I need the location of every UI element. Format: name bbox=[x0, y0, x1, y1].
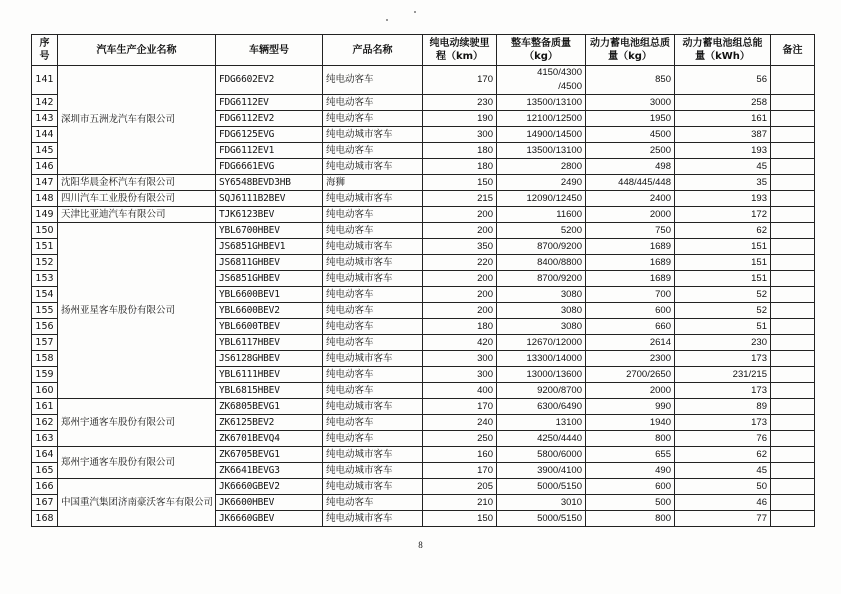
cell-battery-mass: 1940 bbox=[586, 415, 675, 431]
cell-model: YBL6600BEV2 bbox=[216, 303, 323, 319]
cell-seq: 149 bbox=[32, 207, 58, 223]
cell-seq: 164 bbox=[32, 447, 58, 463]
cell-battery-energy: 387 bbox=[675, 127, 771, 143]
cell-battery-mass: 500 bbox=[586, 495, 675, 511]
cell-company: 四川汽车工业股份有限公司 bbox=[58, 191, 216, 207]
cell-range: 300 bbox=[423, 351, 497, 367]
cell-model: JK6600HBEV bbox=[216, 495, 323, 511]
table-row bbox=[32, 223, 815, 239]
cell-mass: 13500/13100 bbox=[497, 143, 586, 159]
cell-battery-mass: 4500 bbox=[586, 127, 675, 143]
cell-mass: 9200/8700 bbox=[497, 383, 586, 399]
cell-model: FDG6602EV2 bbox=[216, 66, 323, 95]
header-battery-mass: 动力蓄电池组总质量（kg） bbox=[586, 35, 675, 66]
cell-product: 纯电动城市客车 bbox=[323, 239, 423, 255]
cell-product: 纯电动城市客车 bbox=[323, 511, 423, 527]
cell-seq: 150 bbox=[32, 223, 58, 239]
cell-company: 郑州宇通客车股份有限公司 bbox=[58, 399, 216, 447]
cell-note bbox=[771, 511, 815, 527]
cell-battery-mass: 700 bbox=[586, 287, 675, 303]
cell-seq: 160 bbox=[32, 383, 58, 399]
cell-battery-energy: 46 bbox=[675, 495, 771, 511]
cell-mass: 3080 bbox=[497, 303, 586, 319]
cell-note bbox=[771, 159, 815, 175]
cell-range: 160 bbox=[423, 447, 497, 463]
cell-battery-mass: 2000 bbox=[586, 207, 675, 223]
table-row bbox=[32, 447, 815, 463]
cell-model: ZK6641BEVG3 bbox=[216, 463, 323, 479]
cell-mass: 5200 bbox=[497, 223, 586, 239]
header-company: 汽车生产企业名称 bbox=[58, 35, 216, 66]
cell-range: 190 bbox=[423, 111, 497, 127]
cell-range: 400 bbox=[423, 383, 497, 399]
cell-product: 纯电动客车 bbox=[323, 207, 423, 223]
cell-battery-mass: 1689 bbox=[586, 271, 675, 287]
cell-battery-energy: 52 bbox=[675, 303, 771, 319]
cell-seq: 152 bbox=[32, 255, 58, 271]
cell-battery-energy: 56 bbox=[675, 66, 771, 95]
header-row bbox=[32, 35, 815, 66]
cell-mass: 6300/6490 bbox=[497, 399, 586, 415]
table-row bbox=[32, 66, 815, 95]
cell-product: 纯电动城市客车 bbox=[323, 255, 423, 271]
cell-product: 海狮 bbox=[323, 175, 423, 191]
cell-note bbox=[771, 95, 815, 111]
cell-mass: 13100 bbox=[497, 415, 586, 431]
cell-mass: 8700/9200 bbox=[497, 239, 586, 255]
cell-mass: 5000/5150 bbox=[497, 479, 586, 495]
cell-note bbox=[771, 207, 815, 223]
cell-product: 纯电动城市客车 bbox=[323, 271, 423, 287]
cell-mass bbox=[497, 66, 586, 95]
cell-model: SQJ6111B2BEV bbox=[216, 191, 323, 207]
cell-company: 天津比亚迪汽车有限公司 bbox=[58, 207, 216, 223]
cell-product: 纯电动客车 bbox=[323, 95, 423, 111]
cell-company: 深圳市五洲龙汽车有限公司 bbox=[58, 66, 216, 175]
cell-model: TJK6123BEV bbox=[216, 207, 323, 223]
cell-mass: 11600 bbox=[497, 207, 586, 223]
table-row bbox=[32, 191, 815, 207]
cell-note bbox=[771, 175, 815, 191]
cell-note bbox=[771, 431, 815, 447]
cell-battery-mass: 2000 bbox=[586, 383, 675, 399]
cell-battery-mass: 2700/2650 bbox=[586, 367, 675, 383]
cell-note bbox=[771, 271, 815, 287]
cell-note bbox=[771, 127, 815, 143]
cell-range: 200 bbox=[423, 271, 497, 287]
cell-range: 200 bbox=[423, 303, 497, 319]
cell-model: YBL6111HBEV bbox=[216, 367, 323, 383]
cell-seq: 157 bbox=[32, 335, 58, 351]
cell-range: 170 bbox=[423, 399, 497, 415]
header-note: 备注 bbox=[771, 35, 815, 66]
cell-product: 纯电动城市客车 bbox=[323, 447, 423, 463]
cell-seq: 142 bbox=[32, 95, 58, 111]
cell-mass: 13300/14000 bbox=[497, 351, 586, 367]
cell-note bbox=[771, 111, 815, 127]
cell-battery-energy: 258 bbox=[675, 95, 771, 111]
cell-product: 纯电动城市客车 bbox=[323, 463, 423, 479]
header-product: 产品名称 bbox=[323, 35, 423, 66]
cell-mass: 8400/8800 bbox=[497, 255, 586, 271]
cell-battery-energy: 172 bbox=[675, 207, 771, 223]
cell-seq: 158 bbox=[32, 351, 58, 367]
cell-product: 纯电动客车 bbox=[323, 66, 423, 95]
cell-note bbox=[771, 66, 815, 95]
cell-mass: 12100/12500 bbox=[497, 111, 586, 127]
cell-battery-mass: 2300 bbox=[586, 351, 675, 367]
cell-range: 150 bbox=[423, 175, 497, 191]
cell-seq: 156 bbox=[32, 319, 58, 335]
cell-battery-energy: 173 bbox=[675, 383, 771, 399]
cell-range: 170 bbox=[423, 463, 497, 479]
cell-battery-energy: 62 bbox=[675, 223, 771, 239]
cell-battery-energy: 52 bbox=[675, 287, 771, 303]
header-range: 纯电动续驶里程（km） bbox=[423, 35, 497, 66]
cell-range: 150 bbox=[423, 511, 497, 527]
table-row bbox=[32, 175, 815, 191]
cell-model: JS6128GHBEV bbox=[216, 351, 323, 367]
cell-note bbox=[771, 223, 815, 239]
cell-battery-mass: 2400 bbox=[586, 191, 675, 207]
cell-model: YBL6600TBEV bbox=[216, 319, 323, 335]
cell-mass: 12670/12000 bbox=[497, 335, 586, 351]
cell-seq: 161 bbox=[32, 399, 58, 415]
vehicle-catalog-table bbox=[31, 34, 815, 527]
scan-speck bbox=[414, 11, 416, 13]
table-row bbox=[32, 479, 815, 495]
cell-range: 350 bbox=[423, 239, 497, 255]
cell-product: 纯电动城市客车 bbox=[323, 351, 423, 367]
cell-mass-line: 4150/4300 bbox=[537, 67, 582, 78]
cell-range: 220 bbox=[423, 255, 497, 271]
cell-seq: 166 bbox=[32, 479, 58, 495]
cell-seq: 168 bbox=[32, 511, 58, 527]
cell-range: 300 bbox=[423, 367, 497, 383]
cell-battery-energy: 173 bbox=[675, 415, 771, 431]
cell-product: 纯电动客车 bbox=[323, 431, 423, 447]
cell-range: 215 bbox=[423, 191, 497, 207]
cell-seq: 148 bbox=[32, 191, 58, 207]
cell-seq: 141 bbox=[32, 66, 58, 95]
cell-range: 420 bbox=[423, 335, 497, 351]
cell-model: SY6548BEVD3HB bbox=[216, 175, 323, 191]
cell-product: 纯电动城市客车 bbox=[323, 479, 423, 495]
cell-mass: 4250/4440 bbox=[497, 431, 586, 447]
cell-seq: 146 bbox=[32, 159, 58, 175]
cell-battery-energy: 231/215 bbox=[675, 367, 771, 383]
cell-range: 230 bbox=[423, 95, 497, 111]
cell-mass: 3080 bbox=[497, 287, 586, 303]
cell-battery-energy: 151 bbox=[675, 255, 771, 271]
cell-model: YBL6700HBEV bbox=[216, 223, 323, 239]
table-row bbox=[32, 399, 815, 415]
cell-model: FDG6125EVG bbox=[216, 127, 323, 143]
cell-note bbox=[771, 367, 815, 383]
cell-battery-mass: 990 bbox=[586, 399, 675, 415]
cell-range: 180 bbox=[423, 319, 497, 335]
cell-seq: 159 bbox=[32, 367, 58, 383]
cell-range: 180 bbox=[423, 159, 497, 175]
cell-battery-mass: 1689 bbox=[586, 255, 675, 271]
cell-battery-mass: 660 bbox=[586, 319, 675, 335]
cell-battery-energy: 151 bbox=[675, 271, 771, 287]
cell-battery-energy: 173 bbox=[675, 351, 771, 367]
cell-product: 纯电动客车 bbox=[323, 319, 423, 335]
cell-product: 纯电动客车 bbox=[323, 367, 423, 383]
cell-model: YBL6600BEV1 bbox=[216, 287, 323, 303]
cell-model: JS6811GHBEV bbox=[216, 255, 323, 271]
cell-product: 纯电动城市客车 bbox=[323, 127, 423, 143]
cell-seq: 162 bbox=[32, 415, 58, 431]
cell-note bbox=[771, 479, 815, 495]
cell-note bbox=[771, 463, 815, 479]
cell-battery-mass: 2614 bbox=[586, 335, 675, 351]
cell-range: 250 bbox=[423, 431, 497, 447]
cell-battery-mass: 750 bbox=[586, 223, 675, 239]
header-battery-energy: 动力蓄电池组总能量（kWh） bbox=[675, 35, 771, 66]
cell-range: 200 bbox=[423, 223, 497, 239]
cell-battery-energy: 45 bbox=[675, 463, 771, 479]
cell-battery-mass: 498 bbox=[586, 159, 675, 175]
cell-product: 纯电动客车 bbox=[323, 495, 423, 511]
cell-range: 210 bbox=[423, 495, 497, 511]
cell-note bbox=[771, 351, 815, 367]
cell-product: 纯电动客车 bbox=[323, 335, 423, 351]
cell-mass: 3900/4100 bbox=[497, 463, 586, 479]
cell-seq: 154 bbox=[32, 287, 58, 303]
cell-battery-mass: 1689 bbox=[586, 239, 675, 255]
cell-battery-mass: 600 bbox=[586, 303, 675, 319]
cell-seq: 144 bbox=[32, 127, 58, 143]
cell-note bbox=[771, 495, 815, 511]
cell-model: ZK6125BEV2 bbox=[216, 415, 323, 431]
cell-note bbox=[771, 447, 815, 463]
scan-speck bbox=[386, 19, 388, 21]
cell-battery-energy: 193 bbox=[675, 191, 771, 207]
cell-mass: 2800 bbox=[497, 159, 586, 175]
header-mass: 整车整备质量（kg） bbox=[497, 35, 586, 66]
cell-seq: 167 bbox=[32, 495, 58, 511]
cell-battery-mass: 800 bbox=[586, 431, 675, 447]
cell-model: FDG6112EV1 bbox=[216, 143, 323, 159]
cell-product: 纯电动客车 bbox=[323, 223, 423, 239]
cell-battery-energy: 45 bbox=[675, 159, 771, 175]
cell-battery-energy: 230 bbox=[675, 335, 771, 351]
cell-note bbox=[771, 319, 815, 335]
cell-mass: 5800/6000 bbox=[497, 447, 586, 463]
cell-mass: 2490 bbox=[497, 175, 586, 191]
cell-battery-energy: 193 bbox=[675, 143, 771, 159]
cell-seq: 165 bbox=[32, 463, 58, 479]
cell-company: 扬州亚星客车股份有限公司 bbox=[58, 223, 216, 399]
cell-battery-mass: 2500 bbox=[586, 143, 675, 159]
cell-product: 纯电动客车 bbox=[323, 143, 423, 159]
cell-note bbox=[771, 287, 815, 303]
cell-mass: 12090/12450 bbox=[497, 191, 586, 207]
cell-battery-mass: 490 bbox=[586, 463, 675, 479]
cell-battery-energy: 51 bbox=[675, 319, 771, 335]
cell-mass-line: /4500 bbox=[558, 81, 582, 92]
header-seq: 序号 bbox=[32, 35, 58, 66]
cell-range: 240 bbox=[423, 415, 497, 431]
cell-battery-mass: 1950 bbox=[586, 111, 675, 127]
cell-company: 中国重汽集团济南豪沃客车有限公司 bbox=[58, 479, 216, 527]
cell-note bbox=[771, 191, 815, 207]
cell-battery-mass: 600 bbox=[586, 479, 675, 495]
cell-battery-mass: 655 bbox=[586, 447, 675, 463]
cell-range: 205 bbox=[423, 479, 497, 495]
cell-battery-energy: 35 bbox=[675, 175, 771, 191]
cell-product: 纯电动客车 bbox=[323, 303, 423, 319]
cell-battery-mass: 800 bbox=[586, 511, 675, 527]
cell-model: ZK6805BEVG1 bbox=[216, 399, 323, 415]
cell-model: JS6851GHBEV1 bbox=[216, 239, 323, 255]
cell-seq: 153 bbox=[32, 271, 58, 287]
cell-product: 纯电动客车 bbox=[323, 287, 423, 303]
cell-model: FDG6112EV bbox=[216, 95, 323, 111]
cell-model: FDG6112EV2 bbox=[216, 111, 323, 127]
cell-note bbox=[771, 399, 815, 415]
cell-battery-energy: 76 bbox=[675, 431, 771, 447]
cell-battery-energy: 77 bbox=[675, 511, 771, 527]
cell-battery-energy: 50 bbox=[675, 479, 771, 495]
cell-note bbox=[771, 303, 815, 319]
cell-model: ZK6705BEVG1 bbox=[216, 447, 323, 463]
table-row bbox=[32, 207, 815, 223]
cell-range: 180 bbox=[423, 143, 497, 159]
cell-product: 纯电动城市客车 bbox=[323, 399, 423, 415]
cell-mass: 13000/13600 bbox=[497, 367, 586, 383]
cell-mass: 3010 bbox=[497, 495, 586, 511]
cell-note bbox=[771, 335, 815, 351]
cell-mass: 3080 bbox=[497, 319, 586, 335]
cell-note bbox=[771, 415, 815, 431]
page-number: 8 bbox=[418, 540, 423, 550]
cell-seq: 151 bbox=[32, 239, 58, 255]
cell-model: ZK6701BEVQ4 bbox=[216, 431, 323, 447]
cell-model: FDG6661EVG bbox=[216, 159, 323, 175]
cell-battery-energy: 151 bbox=[675, 239, 771, 255]
cell-model: JS6851GHBEV bbox=[216, 271, 323, 287]
cell-product: 纯电动客车 bbox=[323, 415, 423, 431]
cell-mass: 8700/9200 bbox=[497, 271, 586, 287]
cell-range: 300 bbox=[423, 127, 497, 143]
cell-seq: 147 bbox=[32, 175, 58, 191]
cell-note bbox=[771, 383, 815, 399]
cell-range: 170 bbox=[423, 66, 497, 95]
cell-product: 纯电动客车 bbox=[323, 383, 423, 399]
cell-mass: 5000/5150 bbox=[497, 511, 586, 527]
header-model: 车辆型号 bbox=[216, 35, 323, 66]
cell-company: 沈阳华晨金杯汽车有限公司 bbox=[58, 175, 216, 191]
cell-battery-mass: 3000 bbox=[586, 95, 675, 111]
cell-battery-energy: 89 bbox=[675, 399, 771, 415]
cell-model: JK6660GBEV2 bbox=[216, 479, 323, 495]
cell-company: 郑州宇通客车股份有限公司 bbox=[58, 447, 216, 479]
cell-mass: 13500/13100 bbox=[497, 95, 586, 111]
cell-product: 纯电动客车 bbox=[323, 111, 423, 127]
cell-model: JK6660GBEV bbox=[216, 511, 323, 527]
cell-range: 200 bbox=[423, 207, 497, 223]
cell-mass: 14900/14500 bbox=[497, 127, 586, 143]
cell-model: YBL6117HBEV bbox=[216, 335, 323, 351]
cell-seq: 163 bbox=[32, 431, 58, 447]
cell-product: 纯电动城市客车 bbox=[323, 159, 423, 175]
cell-note bbox=[771, 255, 815, 271]
cell-model: YBL6815HBEV bbox=[216, 383, 323, 399]
cell-battery-mass: 850 bbox=[586, 66, 675, 95]
cell-seq: 145 bbox=[32, 143, 58, 159]
cell-product: 纯电动城市客车 bbox=[323, 191, 423, 207]
cell-seq: 155 bbox=[32, 303, 58, 319]
cell-battery-mass: 448/445/448 bbox=[586, 175, 675, 191]
cell-note bbox=[771, 239, 815, 255]
cell-battery-energy: 62 bbox=[675, 447, 771, 463]
cell-seq: 143 bbox=[32, 111, 58, 127]
cell-battery-energy: 161 bbox=[675, 111, 771, 127]
cell-note bbox=[771, 143, 815, 159]
cell-range: 200 bbox=[423, 287, 497, 303]
